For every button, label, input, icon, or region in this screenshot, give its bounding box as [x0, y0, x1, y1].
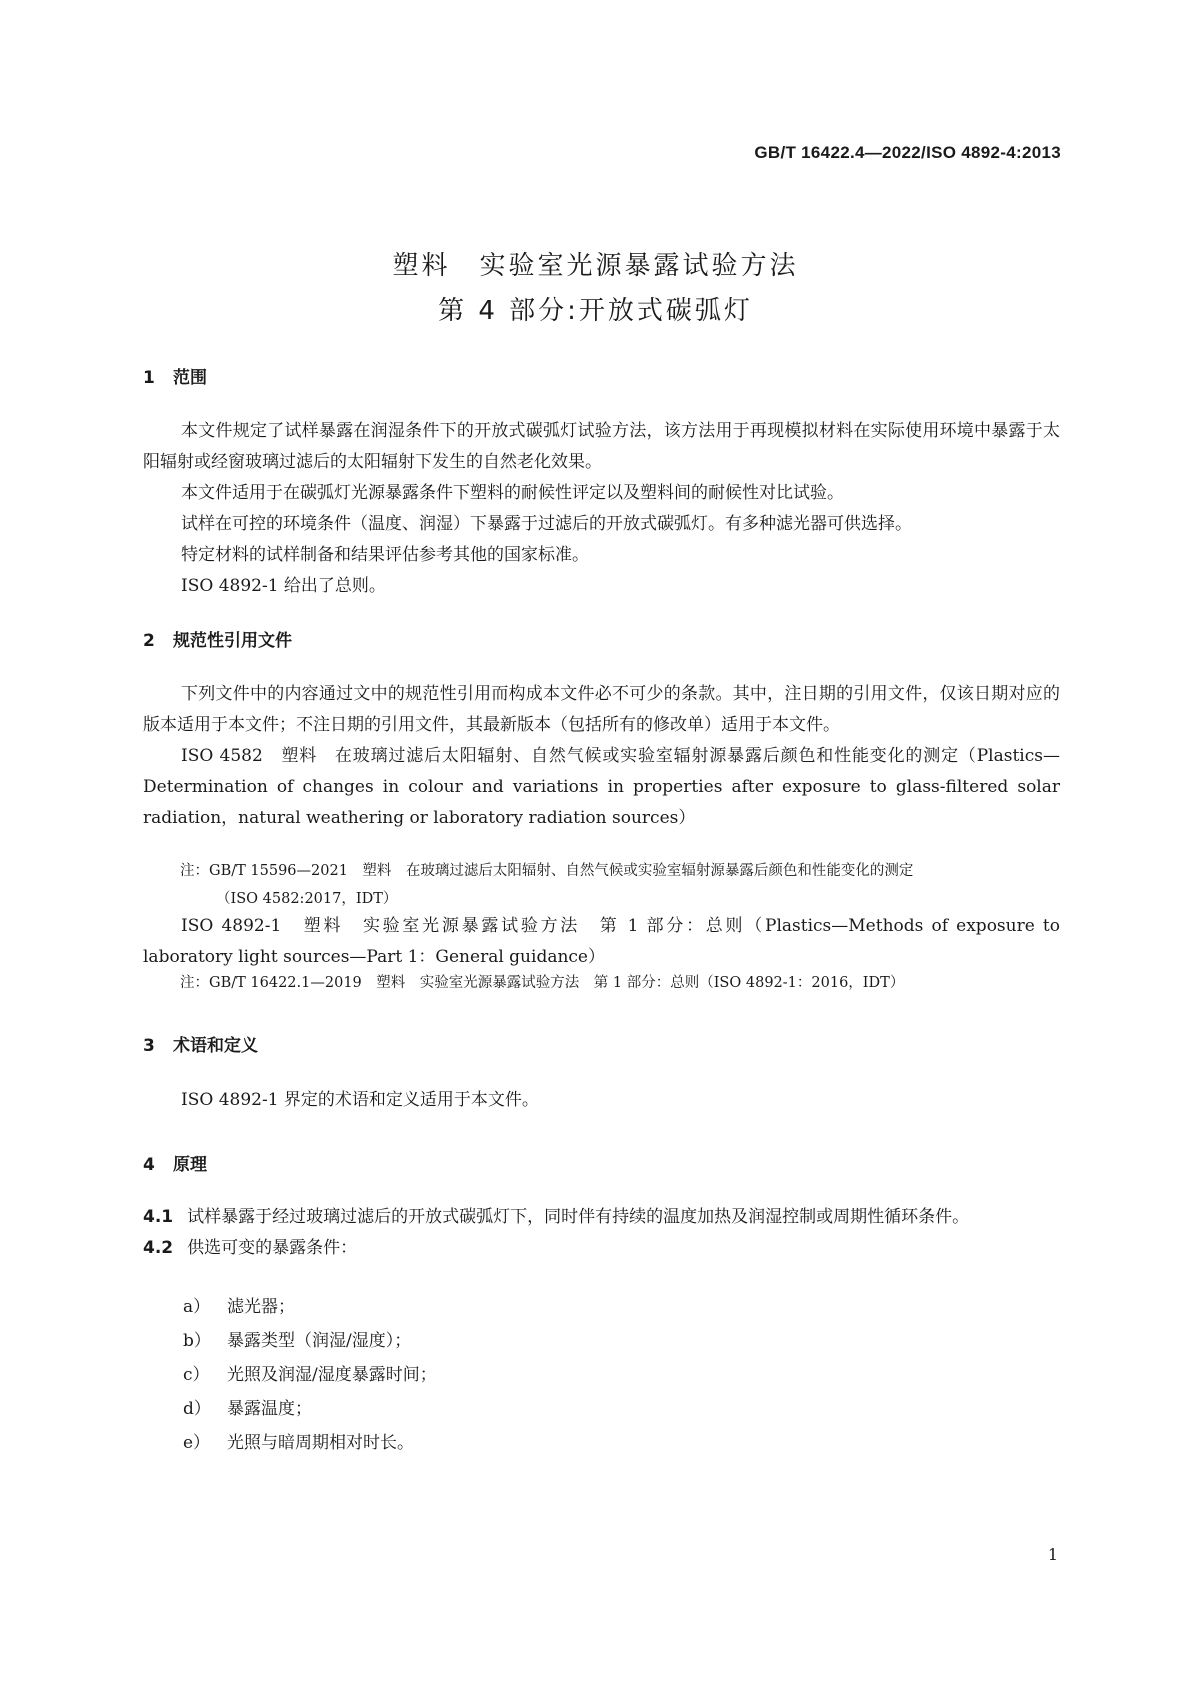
paragraph: 本文件规定了试样暴露在润湿条件下的开放式碳弧灯试验方法，该方法用于再现模拟材料在实际使用环境中暴露于太阳辐射或经窗玻璃过滤后的太阳辐射下发生的自然老化效果。 — [143, 421, 1060, 472]
section-body-references-intro — [143, 679, 1060, 834]
list-label: c） — [183, 1365, 210, 1385]
section-number: 3 — [143, 1036, 155, 1056]
reference-entry: ISO 4582 塑料 在玻璃过滤后太阳辐射、自然气候或实验室辐射源暴露后颜色和性能变化的测定（Plastics—Determination of changes in colour and variations in properties after exposure to glass-filtered solar radiation，natural weathering or laboratory radiation sources） — [143, 746, 1060, 828]
note-text: 注：GB/T 15596—2021 塑料 在玻璃过滤后太阳辐射、自然气候或实验室辐射源暴露后颜色和性能变化的测定 — [180, 863, 914, 879]
page-number: 1 — [1047, 1545, 1058, 1564]
section-body-terms — [143, 1085, 1060, 1116]
list-item — [183, 1392, 437, 1426]
list-text: 光照及润湿/湿度暴露时间； — [227, 1365, 437, 1385]
list-label: a） — [183, 1297, 211, 1317]
section-title: 术语和定义 — [173, 1036, 258, 1056]
clause-text: 供选可变的暴露条件： — [187, 1238, 358, 1258]
paragraph: ISO 4892-1 给出了总则。 — [181, 576, 386, 596]
clause-4-1 — [143, 1202, 1060, 1233]
section-title: 原理 — [173, 1155, 207, 1175]
list-text: 暴露类型（润湿/湿度）； — [227, 1331, 412, 1351]
clause-number: 4.2 — [143, 1238, 174, 1258]
list-item — [183, 1426, 437, 1460]
list-label: e） — [183, 1433, 211, 1453]
list-text: 暴露温度； — [227, 1399, 312, 1419]
section-heading-normative-references — [143, 626, 292, 651]
section-number: 1 — [143, 368, 155, 388]
clause-number: 4.1 — [143, 1207, 174, 1227]
section-body-principle — [143, 1202, 1060, 1264]
list-item — [183, 1324, 437, 1358]
note-1 — [180, 857, 1060, 913]
section-number: 2 — [143, 631, 155, 651]
section-heading-scope — [143, 363, 207, 388]
list-label: d） — [183, 1399, 211, 1419]
section-body-scope — [143, 416, 1060, 602]
section-number: 4 — [143, 1155, 155, 1175]
standard-code: GB/T 16422.4—2022/ISO 4892-4:2013 — [754, 143, 1061, 162]
document-title-line2: 第 4 部分:开放式碳弧灯 — [438, 296, 753, 326]
section-heading-principle — [143, 1150, 207, 1175]
note-text: 注：GB/T 16422.1—2019 塑料 实验室光源暴露试验方法 第 1 部分：总则（ISO 4892-1：2016，IDT） — [180, 975, 905, 991]
reference-entry: ISO 4892-1 塑料 实验室光源暴露试验方法 第 1 部分：总则（Plastics—Methods of exposure to laboratory light sources—Part 1：General guidance） — [143, 916, 1060, 967]
paragraph: ISO 4892-1 界定的术语和定义适用于本文件。 — [181, 1090, 539, 1110]
document-title-line1: 塑料 实验室光源暴露试验方法 — [392, 251, 799, 281]
note-2 — [180, 969, 1060, 997]
list-text: 滤光器； — [227, 1297, 295, 1317]
section-heading-terms — [143, 1031, 258, 1056]
paragraph: 试样在可控的环境条件（温度、润湿）下暴露于过滤后的开放式碳弧灯。有多种滤光器可供选择。 — [181, 514, 912, 534]
list-item — [183, 1290, 437, 1324]
section-title: 范围 — [173, 368, 207, 388]
clause-4-2 — [143, 1233, 1060, 1264]
paragraph: 本文件适用于在碳弧灯光源暴露条件下塑料的耐候性评定以及塑料间的耐候性对比试验。 — [181, 483, 844, 503]
note-text-continued: （ISO 4582:2017，IDT） — [216, 891, 398, 907]
list-label: b） — [183, 1331, 211, 1351]
exposure-conditions-list — [183, 1290, 437, 1460]
section-title: 规范性引用文件 — [173, 631, 292, 651]
clause-text: 试样暴露于经过玻璃过滤后的开放式碳弧灯下，同时伴有持续的温度加热及润湿控制或周期性循环条件。 — [187, 1207, 970, 1227]
section-body-reference-2 — [143, 911, 1060, 973]
paragraph: 下列文件中的内容通过文中的规范性引用而构成本文件必不可少的条款。其中，注日期的引用文件，仅该日期对应的版本适用于本文件；不注日期的引用文件，其最新版本（包括所有的修改单）适用于本文件。 — [143, 684, 1060, 735]
paragraph: 特定材料的试样制备和结果评估参考其他的国家标准。 — [181, 545, 589, 565]
list-item — [183, 1358, 437, 1392]
list-text: 光照与暗周期相对时长。 — [227, 1433, 414, 1453]
